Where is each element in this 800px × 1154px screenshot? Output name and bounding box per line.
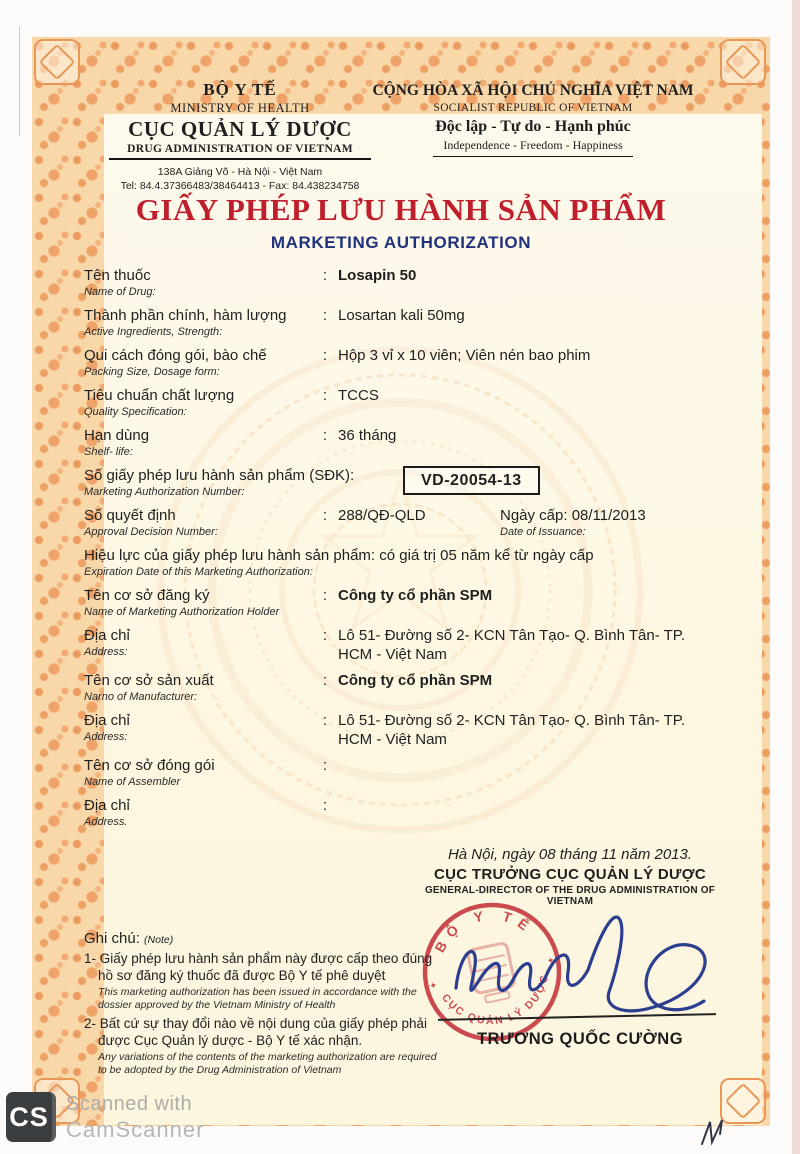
field-colon: : — [322, 757, 328, 774]
field-value-cell — [338, 386, 734, 419]
signer-name: TRƯƠNG QUỐC CƯỜNG — [476, 1030, 684, 1048]
scan-shadow-line — [19, 26, 20, 136]
seal-top-text: BỘ Y TẾ — [431, 906, 538, 956]
field-label — [84, 506, 312, 539]
field-row — [84, 346, 734, 379]
field-label-vi: Tên cơ sở sản xuất — [84, 672, 214, 689]
field-label — [84, 266, 312, 299]
corner-ornament-icon — [720, 39, 766, 85]
motto-underline — [433, 156, 633, 157]
notes-heading — [84, 930, 438, 947]
field-value-cell — [338, 626, 734, 664]
field-value-cell — [338, 346, 734, 379]
notes-list — [84, 950, 438, 1077]
corner-ornament-icon — [34, 39, 80, 85]
note-item-en: Any variations of the contents of the marketing authorization are required to be adopted by the Drug Administration of Vietnam — [98, 1051, 437, 1076]
scan-edge-strip — [792, 0, 800, 1154]
country-name-vi: CỘNG HÒA XÃ HỘI CHỦ NGHĨA VIỆT NAM — [372, 82, 694, 99]
field-label-vi: Số giấy phép lưu hành sản phẩm (SĐK): — [84, 467, 355, 484]
field-colon: : — [322, 627, 328, 644]
signer-title-en: GENERAL-DIRECTOR OF THE DRUG ADMINISTRATION OF VIETNAM — [424, 885, 716, 907]
field-label — [84, 796, 312, 829]
issuance-date-block — [500, 506, 646, 539]
pen-mark — [700, 1118, 730, 1150]
field-value: Lô 51- Đường số 2- KCN Tân Tạo- Q. Bình Tân- TP. — [338, 712, 685, 729]
national-motto-header — [358, 82, 708, 157]
field-label-vi: Thành phần chính, hàm lượng — [84, 307, 287, 324]
field-colon: : — [322, 712, 328, 729]
agency-address: 138A Giảng Võ - Hà Nội - Việt Nam — [157, 166, 323, 178]
note-item-vi: 1- Giấy phép lưu hành sản phẩm này được cấp theo đúng hồ sơ đăng ký thuốc đã được Bộ Y tế phê duyệt — [84, 951, 433, 983]
field-label — [84, 756, 312, 789]
field-value-cell — [338, 711, 734, 749]
motto-en: Independence - Freedom - Happiness — [443, 138, 623, 152]
field-row — [84, 506, 734, 539]
field-value: 288/QĐ-QLD — [338, 507, 426, 524]
camscanner-caption — [66, 1092, 204, 1143]
field-label-en: Narno of Manufacturer: — [84, 691, 198, 703]
field-value-line2: HCM - Việt Nam — [338, 731, 447, 748]
field-label — [84, 306, 312, 339]
agency-name-en: DRUG ADMINISTRATION OF VIETNAM — [127, 143, 353, 155]
field-label-vi: Tên cơ sở đóng gói — [84, 757, 215, 774]
field-value-cell — [338, 671, 734, 704]
field-row — [84, 266, 734, 299]
field-colon: : — [322, 267, 328, 284]
field-value-cell — [338, 796, 734, 829]
field-label-en: Shelf- life: — [84, 446, 133, 458]
ministry-name-en: MINISTRY OF HEALTH — [170, 101, 310, 115]
field-row — [84, 306, 734, 339]
country-name-en: SOCIALIST REPUBLIC OF VIETNAM — [433, 102, 633, 114]
field-label-en: Expiration Date of this Marketing Authorization: — [84, 566, 313, 578]
motto-vi: Độc lập - Tự do - Hạnh phúc — [435, 118, 631, 135]
issuer-header — [90, 80, 390, 193]
seal-bottom-text: CỤC QUẢN LÝ DƯỢC — [439, 972, 552, 1028]
field-value-cell — [338, 306, 734, 339]
field-label — [84, 346, 312, 379]
signer-title-vi: CỤC TRƯỞNG CỤC QUẢN LÝ DƯỢC — [434, 866, 706, 883]
field-label-vi: Qui cách đóng gói, bào chế — [84, 347, 267, 364]
field-value: Lô 51- Đường số 2- KCN Tân Tạo- Q. Bình Tân- TP. — [338, 627, 685, 644]
field-label-vi: Địa chỉ — [84, 712, 130, 729]
field-label-vi: Địa chỉ — [84, 627, 130, 644]
field-label-en: Name of Marketing Authorization Holder — [84, 606, 280, 618]
camscanner-line2: CamScanner — [66, 1117, 205, 1142]
authorization-number-box: VD-20054-13 — [403, 466, 540, 495]
document-title-vi: GIẤY PHÉP LƯU HÀNH SẢN PHẨM — [135, 192, 667, 227]
ministry-name-vi: BỘ Y TẾ — [203, 80, 277, 99]
field-label-vi: Tiêu chuẩn chất lượng — [84, 387, 235, 404]
field-colon: : — [322, 672, 328, 689]
field-label — [84, 546, 734, 579]
document-title-en: MARKETING AUTHORIZATION — [270, 233, 532, 252]
field-label — [84, 626, 312, 664]
notes-section — [84, 930, 438, 1079]
field-colon: : — [322, 427, 328, 444]
field-row — [84, 546, 734, 579]
document-title-block — [72, 192, 730, 253]
field-colon: : — [322, 797, 328, 814]
field-row — [84, 711, 734, 749]
camscanner-logo-icon: CS — [6, 1092, 56, 1142]
field-colon: : — [322, 587, 328, 604]
field-label-vi: Tên thuốc — [84, 267, 151, 284]
fields-container — [84, 266, 734, 836]
field-value: Losapin 50 — [338, 267, 417, 284]
seal-star-right: ✦ — [545, 954, 556, 967]
field-value-cell — [338, 266, 734, 299]
field-label-vi: Địa chỉ — [84, 797, 130, 814]
field-label — [84, 426, 312, 459]
field-value: Công ty cổ phần SPM — [338, 587, 493, 604]
field-value-cell — [338, 506, 734, 539]
field-label — [84, 466, 355, 499]
field-label-vi: Tên cơ sở đăng ký — [84, 587, 210, 604]
field-label-en: Active Ingredients, Strength: — [84, 326, 223, 338]
note-item-vi: 2- Bất cứ sự thay đổi nào về nội dung của giấy phép phải được Cục Quản lý dược - Bộ Y tế xác nhận. — [84, 1016, 428, 1048]
agency-name-vi: CỤC QUẢN LÝ DƯỢC — [128, 117, 352, 141]
field-row — [84, 586, 734, 619]
field-colon — [312, 466, 338, 499]
field-value-cell — [338, 756, 734, 789]
notes-heading-en: (Note) — [144, 934, 174, 946]
field-value-cell — [338, 466, 734, 499]
notes-heading-vi: Ghi chú: — [84, 930, 140, 947]
seal-star-left: ✦ — [428, 979, 439, 992]
field-label-en: Address: — [84, 646, 128, 658]
issuance-date-value: Ngày cấp: 08/11/2013 — [500, 507, 646, 524]
field-label-en: Quality Specification: — [84, 406, 187, 418]
camscanner-watermark — [6, 1092, 204, 1143]
issuance-date-label-en: Date of Issuance: — [500, 526, 586, 538]
field-value: Công ty cổ phần SPM — [338, 672, 493, 689]
field-value-cell — [338, 586, 734, 619]
field-value: Hộp 3 vỉ x 10 viên; Viên nén bao phim — [338, 347, 591, 364]
field-label — [84, 711, 312, 749]
field-value: Losartan kali 50mg — [338, 307, 465, 324]
field-label-en: Address. — [84, 816, 128, 828]
field-colon: : — [322, 387, 328, 404]
field-label-en: Address: — [84, 731, 128, 743]
field-label-vi: Số quyết định — [84, 507, 176, 524]
field-label — [84, 386, 312, 419]
agency-phone-fax: Tel: 84.4.37366483/38464413 - Fax: 84.438234758 — [120, 180, 360, 192]
field-colon: : — [322, 307, 328, 324]
handwritten-signature — [428, 888, 738, 1028]
field-label-vi: Hiệu lực của giấy phép lưu hành sản phẩm: có giá trị 05 năm kể từ ngày cấp — [84, 547, 594, 564]
field-row — [84, 426, 734, 459]
field-row — [84, 386, 734, 419]
field-label-en: Packing Size, Dosage form: — [84, 366, 220, 378]
place-and-date: Hà Nội, ngày 08 tháng 11 năm 2013. — [447, 846, 693, 863]
header-underline — [109, 158, 371, 160]
field-row — [84, 466, 734, 499]
field-row — [84, 756, 734, 789]
field-value-cell — [338, 426, 734, 459]
field-value: 36 tháng — [338, 427, 397, 444]
field-label-en: Name of Assembler — [84, 776, 181, 788]
camscanner-line1: Scanned with — [66, 1093, 193, 1115]
field-value: TCCS — [338, 387, 379, 404]
field-label — [84, 586, 312, 619]
field-colon: : — [322, 507, 328, 524]
field-value-line2: HCM - Việt Nam — [338, 646, 447, 663]
note-item-en: This marketing authorization has been issued in accordance with the dossier approved by the Vietnam Ministry of Health — [98, 986, 417, 1011]
field-label — [84, 671, 312, 704]
field-label-en: Approval Decision Number: — [84, 526, 218, 538]
field-colon: : — [322, 347, 328, 364]
field-label-en: Name of Drug: — [84, 286, 156, 298]
field-row — [84, 796, 734, 829]
field-label-vi: Hạn dùng — [84, 427, 150, 444]
field-row — [84, 626, 734, 664]
field-row — [84, 671, 734, 704]
field-label-en: Marketing Authorization Number: — [84, 486, 245, 498]
